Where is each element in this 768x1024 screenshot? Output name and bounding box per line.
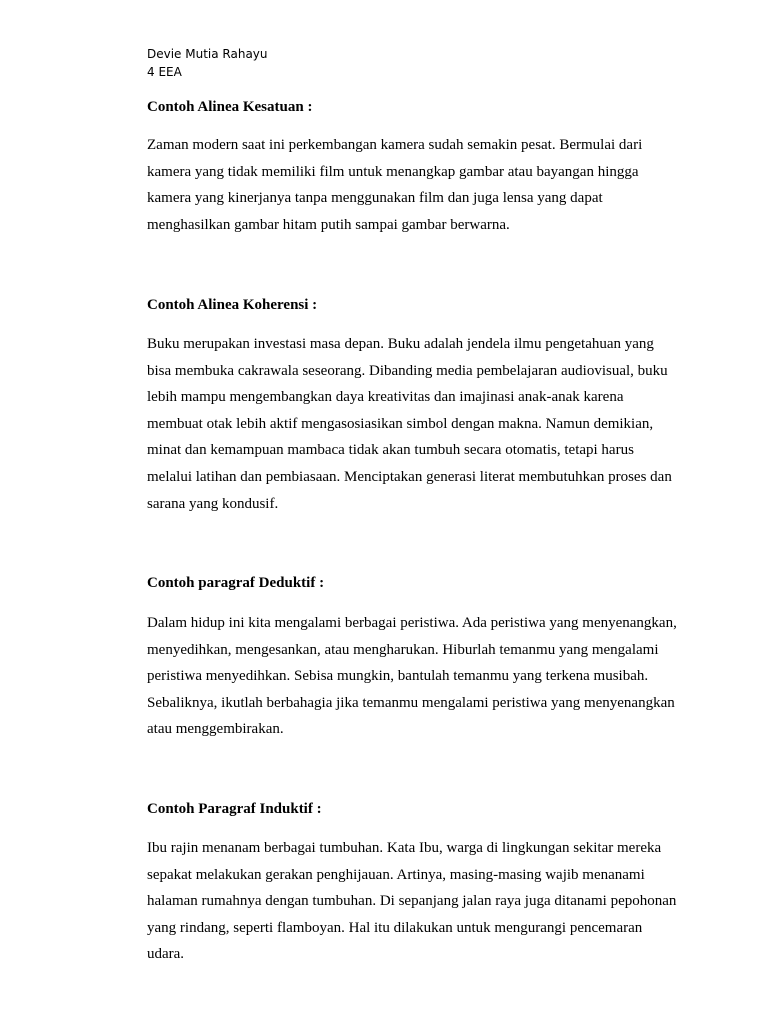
- section-heading-kesatuan: Contoh Alinea Kesatuan :: [147, 99, 313, 115]
- paragraph-line: atau menggembirakan.: [147, 721, 284, 738]
- paragraph-line: membuat otak lebih aktif mengasosiasikan simbol dengan makna. Namun demikian,: [147, 415, 654, 432]
- paragraph-induktif: [147, 835, 707, 968]
- paragraph-line: kamera yang kinerjanya tanpa menggunakan film dan juga lensa yang dapat: [147, 190, 603, 207]
- paragraph-line: kamera yang tidak memiliki film untuk menangkap gambar atau bayangan hingga: [147, 163, 639, 180]
- paragraph-line: melalui latihan dan pembiasaan. Menciptakan generasi literat membutuhkan proses dan: [147, 468, 672, 485]
- paragraph-line: Zaman modern saat ini perkembangan kamera sudah semakin pesat. Bermulai dari: [147, 137, 643, 153]
- section-heading-induktif: Contoh Paragraf Induktif :: [147, 801, 322, 817]
- paragraph-line: sarana yang kondusif.: [147, 495, 279, 512]
- paragraph-line: Sebaliknya, ikutlah berbahagia jika temanmu mengalami peristiwa yang menyenangkan: [147, 694, 675, 711]
- paragraph-koherensi: [147, 331, 707, 517]
- paragraph-line: minat dan kemampuan mambaca tidak akan tumbuh secara otomatis, tetapi harus: [147, 442, 634, 459]
- paragraph-line: menyedihkan, mengesankan, atau mengharukan. Hiburlah temanmu yang mengalami: [147, 641, 659, 658]
- paragraph-line: menghasilkan gambar hitam putih sampai gambar berwarna.: [147, 216, 510, 233]
- paragraph-line: lebih mampu mengembangkan daya kreativitas dan imajinasi anak-anak karena: [147, 389, 624, 406]
- author-class: 4 EEA: [147, 65, 182, 79]
- paragraph-kesatuan: [147, 132, 707, 238]
- paragraph-line: Ibu rajin menanam berbagai tumbuhan. Kata Ibu, warga di lingkungan sekitar mereka: [147, 840, 662, 856]
- section-heading-koherensi: Contoh Alinea Koherensi :: [147, 297, 318, 313]
- paragraph-line: sepakat melakukan gerakan penghijauan. Artinya, masing-masing wajib menanami: [147, 866, 645, 883]
- paragraph-line: peristiwa menyedihkan. Sebisa mungkin, bantulah temanmu yang terkena musibah.: [147, 668, 649, 685]
- paragraph-line: udara.: [147, 946, 185, 963]
- paragraph-line: Dalam hidup ini kita mengalami berbagai peristiwa. Ada peristiwa yang menyenangkan,: [147, 615, 677, 631]
- paragraph-line: halaman rumahnya dengan tumbuhan. Di sepanjang jalan raya juga ditanami pepohonan: [147, 893, 677, 910]
- paragraph-deduktif: [147, 610, 707, 743]
- paragraph-line: bisa membuka cakrawala seseorang. Dibanding media pembelajaran audiovisual, buku: [147, 362, 668, 379]
- paragraph-line: Buku merupakan investasi masa depan. Buku adalah jendela ilmu pengetahuan yang: [147, 336, 654, 352]
- paragraph-line: yang rindang, seperti flamboyan. Hal itu dilakukan untuk mengurangi pencemaran: [147, 919, 643, 936]
- author-name: Devie Mutia Rahayu: [147, 47, 268, 61]
- section-heading-deduktif: Contoh paragraf Deduktif :: [147, 575, 325, 591]
